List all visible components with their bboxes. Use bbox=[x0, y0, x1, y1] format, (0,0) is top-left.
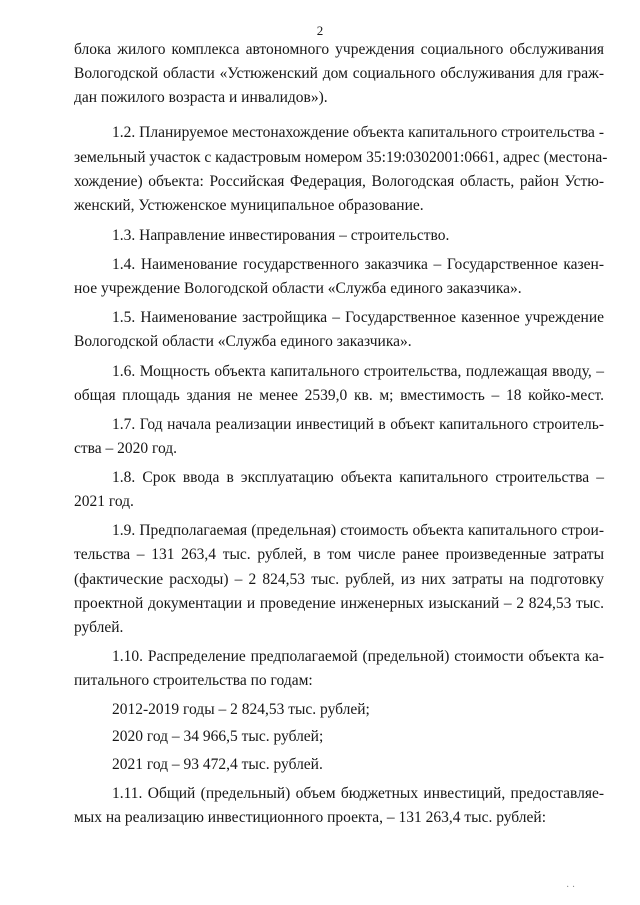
text-line: Вологодской области «Служба единого заказчика». bbox=[74, 333, 412, 350]
text-line: 1.4. Наименование государственного заказчика – Государственное казен- bbox=[112, 256, 604, 273]
text-line: ства – 2020 год. bbox=[74, 440, 178, 457]
text-line: земельный участок с кадастровым номером 35:19:0302001:0661, адрес (местона- bbox=[74, 149, 608, 166]
text-line: тельства – 131 263,4 тыс. рублей, в том числе ранее произведенные затраты bbox=[74, 546, 604, 563]
scan-edge-mark: · · bbox=[566, 882, 576, 893]
text-line: ное учреждение Вологодской области «Служба единого заказчика». bbox=[74, 280, 522, 297]
text-line: дан пожилого возраста и инвалидов»). bbox=[74, 89, 328, 106]
text-line: 1.3. Направление инвестирования – строительство. bbox=[112, 227, 450, 244]
text-line: 1.8. Срок ввода в эксплуатацию объекта капитального строительства – bbox=[112, 469, 604, 486]
text-line: хождение) объекта: Российская Федерация, Вологодская область, район Устю- bbox=[74, 173, 604, 190]
text-line: 1.7. Год начала реализации инвестиций в объект капитального строитель- bbox=[112, 416, 604, 433]
text-line: общая площадь здания не менее 2539,0 кв. м; вместимость – 18 койко-мест. bbox=[74, 387, 604, 404]
text-line: женский, Устюженское муниципальное образование. bbox=[74, 197, 424, 214]
text-line: 1.11. Общий (предельный) объем бюджетных инвестиций, предоставляе- bbox=[112, 785, 604, 802]
text-line: проектной документации и проведение инженерных изысканий – 2 824,53 тыс. bbox=[74, 595, 604, 612]
text-line: 1.6. Мощность объекта капитального строительства, подлежащая вводу, – bbox=[112, 363, 604, 380]
page-number: 2 bbox=[316, 23, 324, 38]
text-line: 2021 год – 93 472,4 тыс. рублей. bbox=[112, 756, 323, 773]
text-line: Вологодской области «Устюженский дом социального обслуживания для граж- bbox=[74, 65, 604, 82]
text-line: 1.10. Распределение предполагаемой (предельной) стоимости объекта ка- bbox=[112, 648, 604, 665]
text-line: мых на реализацию инвестиционного проекта, – 131 263,4 тыс. рублей: bbox=[74, 809, 547, 826]
text-line: 2021 год. bbox=[74, 493, 134, 510]
text-line: 2012-2019 годы – 2 824,53 тыс. рублей; bbox=[112, 701, 370, 718]
text-line: блока жилого комплекса автономного учреждения социального обслуживания bbox=[74, 41, 604, 58]
text-line: (фактические расходы) – 2 824,53 тыс. рублей, из них затраты на подготовку bbox=[74, 571, 604, 588]
text-line: 1.5. Наименование застройщика – Государственное казенное учреждение bbox=[112, 309, 604, 326]
text-line: 2020 год – 34 966,5 тыс. рублей; bbox=[112, 728, 324, 745]
text-line: рублей. bbox=[74, 619, 124, 636]
text-line: 1.2. Планируемое местонахождение объекта капитального строительства - bbox=[112, 124, 604, 141]
text-line: питального строительства по годам: bbox=[74, 672, 313, 689]
text-line: 1.9. Предполагаемая (предельная) стоимость объекта капитального строи- bbox=[112, 522, 604, 539]
